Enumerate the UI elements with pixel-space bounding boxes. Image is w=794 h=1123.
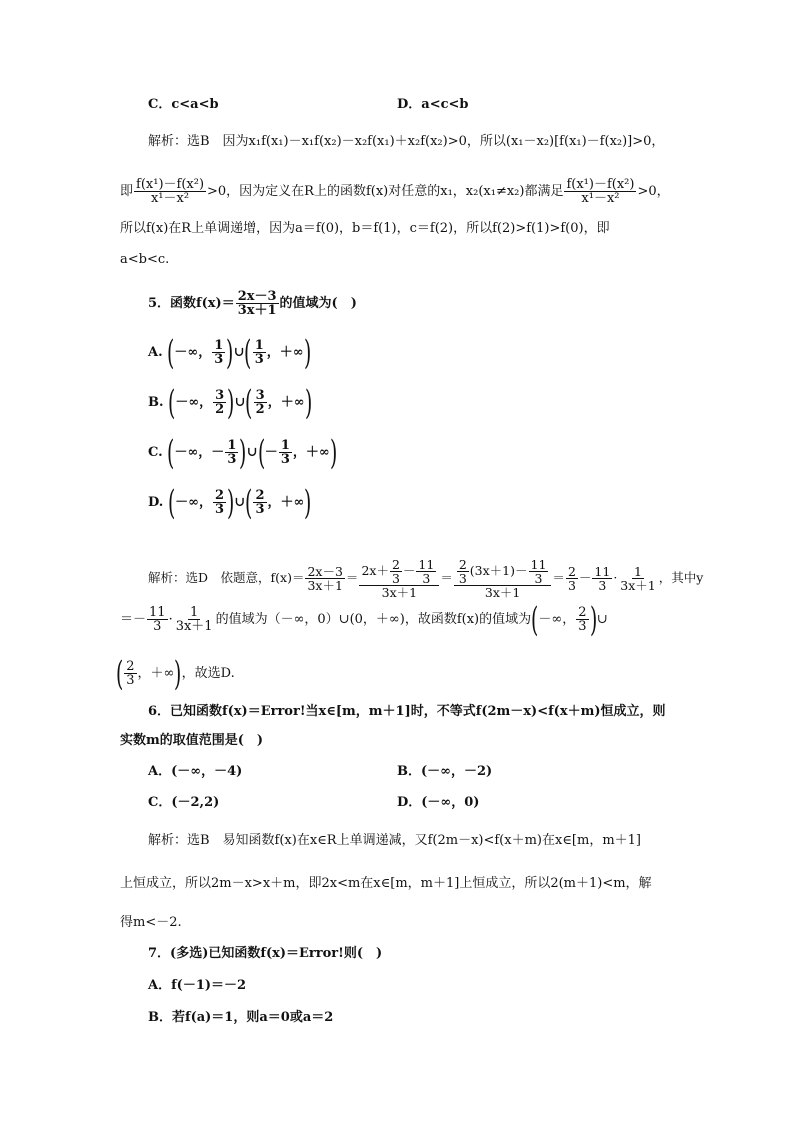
q4-solution-line-4: a<b<c. [120, 252, 170, 267]
q5-option-b: B. (－∞， $\frac{3}{2}$ )∪( $\frac{3}{2}$ ，＋∞) [148, 382, 312, 423]
q6-solution-line-2: 上恒成立，所以2m－x>x＋m，即2x<m在x∈[m，m＋1]上恒成立，所以2(m＋1)<m，解 [120, 876, 652, 891]
q5-stem [148, 290, 357, 317]
q4-fraction-right: $\frac{\text{f(x¹)－f(x²)}}{\text{x¹－x²}}$ [566, 177, 635, 206]
q6-solution-line-1: 解析：选B 易知函数f(x)在x∈R上单调递减，又f(2m－x)<f(x＋m)在x∈[m，m＋1] [148, 833, 641, 848]
q4-option-c: C．c<a<b [148, 97, 219, 112]
q7-option-b: B．若f(a)＝1，则a＝0或a＝2 [148, 1010, 334, 1025]
q5-solution-line-2: ＝－ $\frac{11}{3}$ · $\frac{1}{3x+1}$ 的值域为（－∞，0）∪(0，＋∞)，故函数f(x)的值域为(－∞， $\frac{2}{3}$ )∪ [120, 599, 608, 640]
q5-solution-line-1: 解析：选D 依题意，f(x)＝ $\frac{2x-3}{3x+1}$ ＝ 2x＋ $\frac{2}{3}$ － $\frac{11}{3}$ 3x＋1 ＝ $\frac{2}{3}$ (3x＋1)－ $\frac{11}{3}$ 3x＋1 ＝ $\frac{2}{3}$ － $\frac{11}{3}$ · $\frac{1}{3x+1}$ ，其中y [148, 557, 704, 600]
q6-stem-line-2: 实数m的取值范围是( ) [120, 733, 264, 748]
q5-option-c: C. (－∞，－ $\frac{1}{3}$ )∪(－ $\frac{1}{3}$ ，＋∞) [148, 432, 337, 473]
q6-solution-line-3: 得m<－2. [120, 915, 182, 930]
q5-stem-suffix: 的值域为( ) [279, 296, 357, 311]
q5-option-a: A. (－∞， $\frac{1}{3}$ )∪( $\frac{1}{3}$ ，＋∞) [148, 332, 311, 373]
q5-stem-fraction: $\frac{2x-3}{3x+1}$ [237, 289, 277, 318]
q4-solution-line-3: 所以f(x)在R上单调递增，因为a＝f(0)，b＝f(1)，c＝f(2)，所以f(2)>f(1)>f(0)，即 [120, 221, 610, 236]
q4-solution-middle: >0，因为定义在R上的函数f(x)对任意的x₁，x₂(x₁≠x₂)都满足 [207, 184, 564, 199]
q6-option-b: B．(－∞，－2) [397, 764, 493, 779]
q4-solution-line-2 [120, 178, 670, 205]
q7-option-a: A．f(－1)＝－2 [148, 978, 247, 993]
q6-option-d: D．(－∞，0) [397, 795, 480, 810]
q5-solution-line-3: ( $\frac{2}{3}$ ，＋∞)，故选D. [115, 653, 235, 694]
q4-option-d: D．a<c<b [397, 97, 469, 112]
q4-solution-line-1: 解析：选B 因为x₁f(x₁)－x₁f(x₂)－x₂f(x₁)＋x₂f(x₂)>0，所以(x₁－x₂)[f(x₁)－f(x₂)]>0， [148, 134, 665, 149]
q4-solution-prefix: 即 [120, 184, 134, 199]
q6-option-c: C．(－2,2) [148, 795, 220, 810]
q6-option-a: A．(－∞，－4) [148, 764, 243, 779]
q6-stem-line-1: 6．已知函数f(x)＝Error!当x∈[m，m＋1]时，不等式f(2m－x)<f(x＋m)恒成立，则 [148, 704, 666, 719]
q5-option-d: D. (－∞， $\frac{2}{3}$ )∪( $\frac{2}{3}$ ，＋∞) [148, 482, 312, 523]
q7-stem: 7．(多选)已知函数f(x)＝Error!则( ) [148, 946, 383, 961]
q4-solution-suffix: >0， [637, 184, 670, 199]
q5-stem-prefix: 5．函数f(x)＝ [148, 296, 235, 311]
q4-fraction-left: $\frac{\text{f(x¹)－f(x²)}}{\text{x¹－x²}}$ [136, 177, 205, 206]
